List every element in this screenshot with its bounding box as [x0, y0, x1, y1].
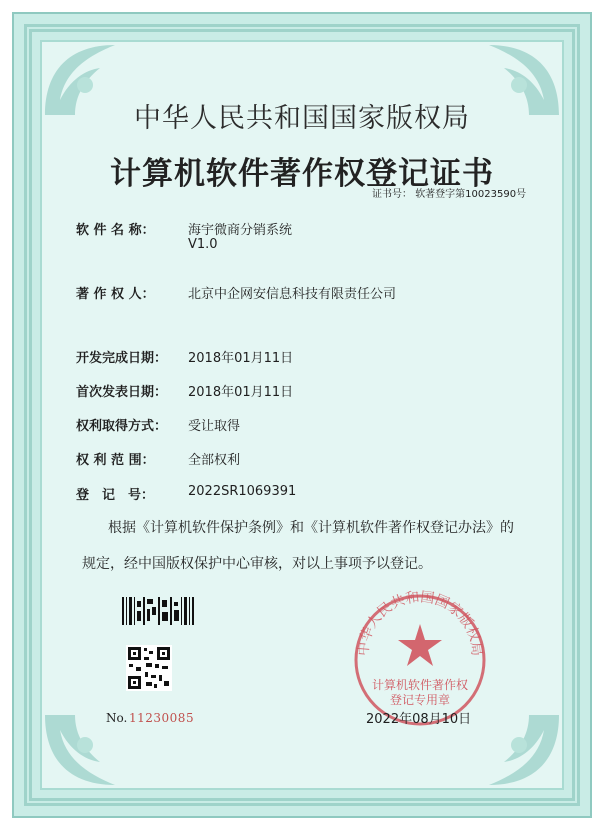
- seal-ring-text: 中华人民共和国国家版权局: [355, 590, 485, 657]
- field-value: 受让取得: [188, 419, 241, 434]
- field-value: 海宇微商分销系统: [188, 223, 293, 238]
- corner-ornament-icon: [484, 710, 564, 790]
- field-value: 北京中企网安信息科技有限责任公司: [188, 287, 397, 302]
- certificate-title: 计算机软件著作权登记证书: [110, 156, 494, 192]
- serial-label: No.: [106, 711, 128, 725]
- certificate-number: [372, 185, 526, 200]
- seal-text-line: 计算机软件著作权: [371, 678, 468, 692]
- issuing-authority: 中华人民共和国国家版权局: [134, 103, 470, 134]
- statement-line: 规定，经中国版权保护中心审核，对以上事项予以登记。: [82, 556, 432, 572]
- field-label: 著 作 权 人：: [76, 287, 155, 302]
- field-value: 2022SR1069391: [188, 484, 297, 499]
- issue-date: 2022年08月10日: [366, 712, 472, 727]
- field-label: 登 记 号：: [76, 488, 155, 503]
- statement-line: 根据《计算机软件保护条例》和《计算机软件著作权登记办法》的: [108, 520, 514, 536]
- certificate-number-value: 软著登字第10023590号: [415, 189, 527, 200]
- field-label: 首次发表日期：: [76, 385, 168, 400]
- field-label: 软 件 名 称：: [76, 223, 155, 238]
- field-label: 权利取得方式：: [76, 419, 168, 434]
- qr-code-icon: [126, 645, 172, 691]
- field-label: 权 利 范 围：: [76, 453, 155, 468]
- registration-statement: [82, 510, 542, 582]
- field-value: 2018年01月11日: [188, 351, 294, 366]
- barcode-icon: [122, 597, 196, 625]
- field-value: 2018年01月11日: [188, 385, 294, 400]
- seal-text-line: 登记专用章: [389, 693, 450, 707]
- field-value: 全部权利: [188, 453, 241, 468]
- field-label: 开发完成日期：: [76, 351, 168, 366]
- serial-number: 11230085: [129, 711, 195, 725]
- certificate-number-label: 证书号：: [372, 189, 412, 200]
- field-value-version: V1.0: [188, 237, 218, 252]
